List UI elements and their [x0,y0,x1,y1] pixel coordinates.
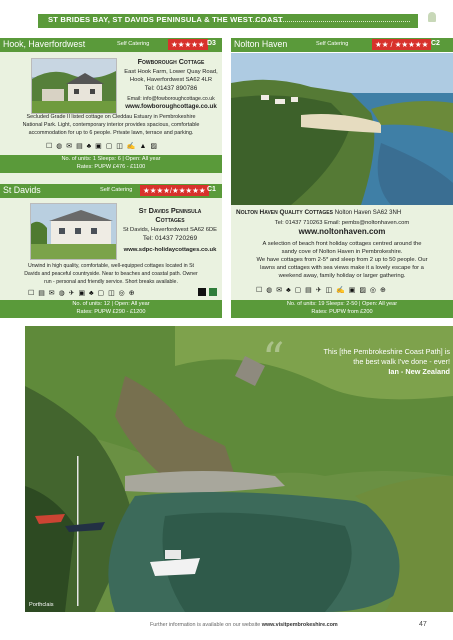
website-link[interactable]: www.noltonhaven.com [298,227,386,236]
footer-info [150,622,338,628]
page-number: 47 [419,621,427,628]
rates-info: Rates: PUPW £476 - £1100 [76,164,146,171]
listing-header-nolton [231,38,453,52]
description-line: Secluded Grade II listed cottage on Cleddau Estuary in Pembrokeshire [26,114,196,120]
description-line: weekend away, family holiday or larger gathering. [278,273,406,279]
address-line: Hook, Haverfordwest SA62 4LR [129,77,213,83]
contact-line: Tel: 01437 710263 Email: pembs@noltonhaven.com [274,220,410,226]
rates-info: Rates: PUPW from £200 [311,309,373,316]
quote-author: Ian - New Zealand [388,367,450,376]
listing-stats-hook [0,155,222,173]
address-line: Nolton Haven SA62 3NH [334,210,402,216]
address-line: St Davids, Haverfordwest SA62 6DE [122,227,218,233]
description-line: lawns and cottages with sea views make it a lovely escape for a [260,265,424,271]
listing-category: Self Catering [100,187,133,193]
description-line: A selection of beach front holiday cottages centred around the [262,241,422,247]
quote-mark-icon: “ [262,334,285,385]
photo-caption: Porthclais [29,602,54,608]
footer-text: Further information is available on our website [150,622,261,628]
listing-header-hook [0,38,222,52]
section-title: ST BRIDES BAY, ST DAVIDS PENINSULA & THE WEST COAST [48,15,283,24]
phone-number: Tel: 01437 720269 [142,235,198,242]
green-award-icon [209,288,217,296]
listing-name: St Davids Peninsula [138,206,202,215]
listing-header-stdavids [0,184,222,198]
description-line: National Park. Light, contemporary interior provides spacious, comfortable [22,122,200,128]
listing-name: Nolton Haven Quality Cottages [236,209,333,216]
facility-icons: ☐ ◍ ✉ ♣ ▢ ▤ ✈ ◫ ✍ ▣ ▨ ◎ ⊕ [256,287,387,294]
star-rating: ★★ / ★★★★★ [372,39,431,50]
star-rating: ★★★★/★★★★★ [140,185,209,196]
map-grid-ref: C2 [431,40,440,47]
facility-icons: ☐ ◍ ✉ ▤ ♣ ▣ ▢ ◫ ✍ ▲ ▨ [46,143,159,150]
website-link[interactable]: www.sdpc-holidaycottages.co.uk [123,247,217,253]
cottage-photo [30,203,117,260]
listing-name: Fowborough Cottage [137,57,205,66]
quote-line: This [the Pembrokeshire Coast Path] is [323,347,450,356]
map-grid-ref: D3 [207,40,216,47]
accessibility-icon [198,288,206,296]
listing-name: Cottages [155,215,185,224]
units-info: No. of units: 1 Sleeps: 6 | Open: All year [61,156,161,162]
footer-website-link[interactable]: www.visitpembrokeshire.com [261,622,338,628]
description-line: Unwind in high quality, comfortable, well-equipped cottages located in St [28,263,194,269]
lantern-icon [428,12,436,22]
nolton-haven-photo [231,53,453,205]
listing-stats-stdavids [0,300,222,318]
listing-stats-nolton [231,300,453,318]
listing-heading [236,209,451,216]
description-line: Davids and peaceful countryside. Near to beaches and coastal path. Owner [24,271,198,277]
quote-line: the best walk I've done - ever! [353,357,450,366]
phone-number: Tel: 01437 890786 [144,85,198,92]
testimonial-quote [270,347,450,377]
facility-icons: ☐ ▤ ✉ ◍ ✈ ▣ ♣ ▢ ◫ ◎ ⊕ [28,290,136,297]
listing-location: St Davids [3,185,41,195]
address-line: East Hook Farm, Lower Quay Road, [124,69,218,75]
description-line: run - personal and friendly service. Short breaks available. [44,279,178,285]
website-link[interactable]: www.fowboroughcottage.co.uk [125,103,217,110]
description-line: We have cottages from 2-5* and sleep from 2 up to 50 people. Our [256,257,428,263]
header-dotted-line [250,21,410,22]
units-info: No. of units: 12 | Open: All year [72,301,150,307]
description-line: sandy cove of Nolton Haven in Pembrokeshire. [281,249,403,255]
rates-info: Rates: PUPW £290 - £1200 [76,309,146,316]
listing-location: Nolton Haven [234,39,288,49]
star-rating: ★★★★★ [168,39,208,50]
cottage-photo [31,58,117,114]
listing-category: Self Catering [117,41,150,47]
description-line: accommodation for up to 6 people. Private lawn, terrace and parking. [28,130,194,136]
listing-location: Hook, Haverfordwest [3,39,86,49]
units-info: No. of units: 19 Sleeps: 2-50 | Open: All year [286,301,398,307]
listing-category: Self Catering [316,41,349,47]
email-link[interactable]: Email: info@fowboroughcottage.co.uk [127,96,215,102]
map-grid-ref: C1 [207,186,216,193]
section-header [0,0,453,28]
